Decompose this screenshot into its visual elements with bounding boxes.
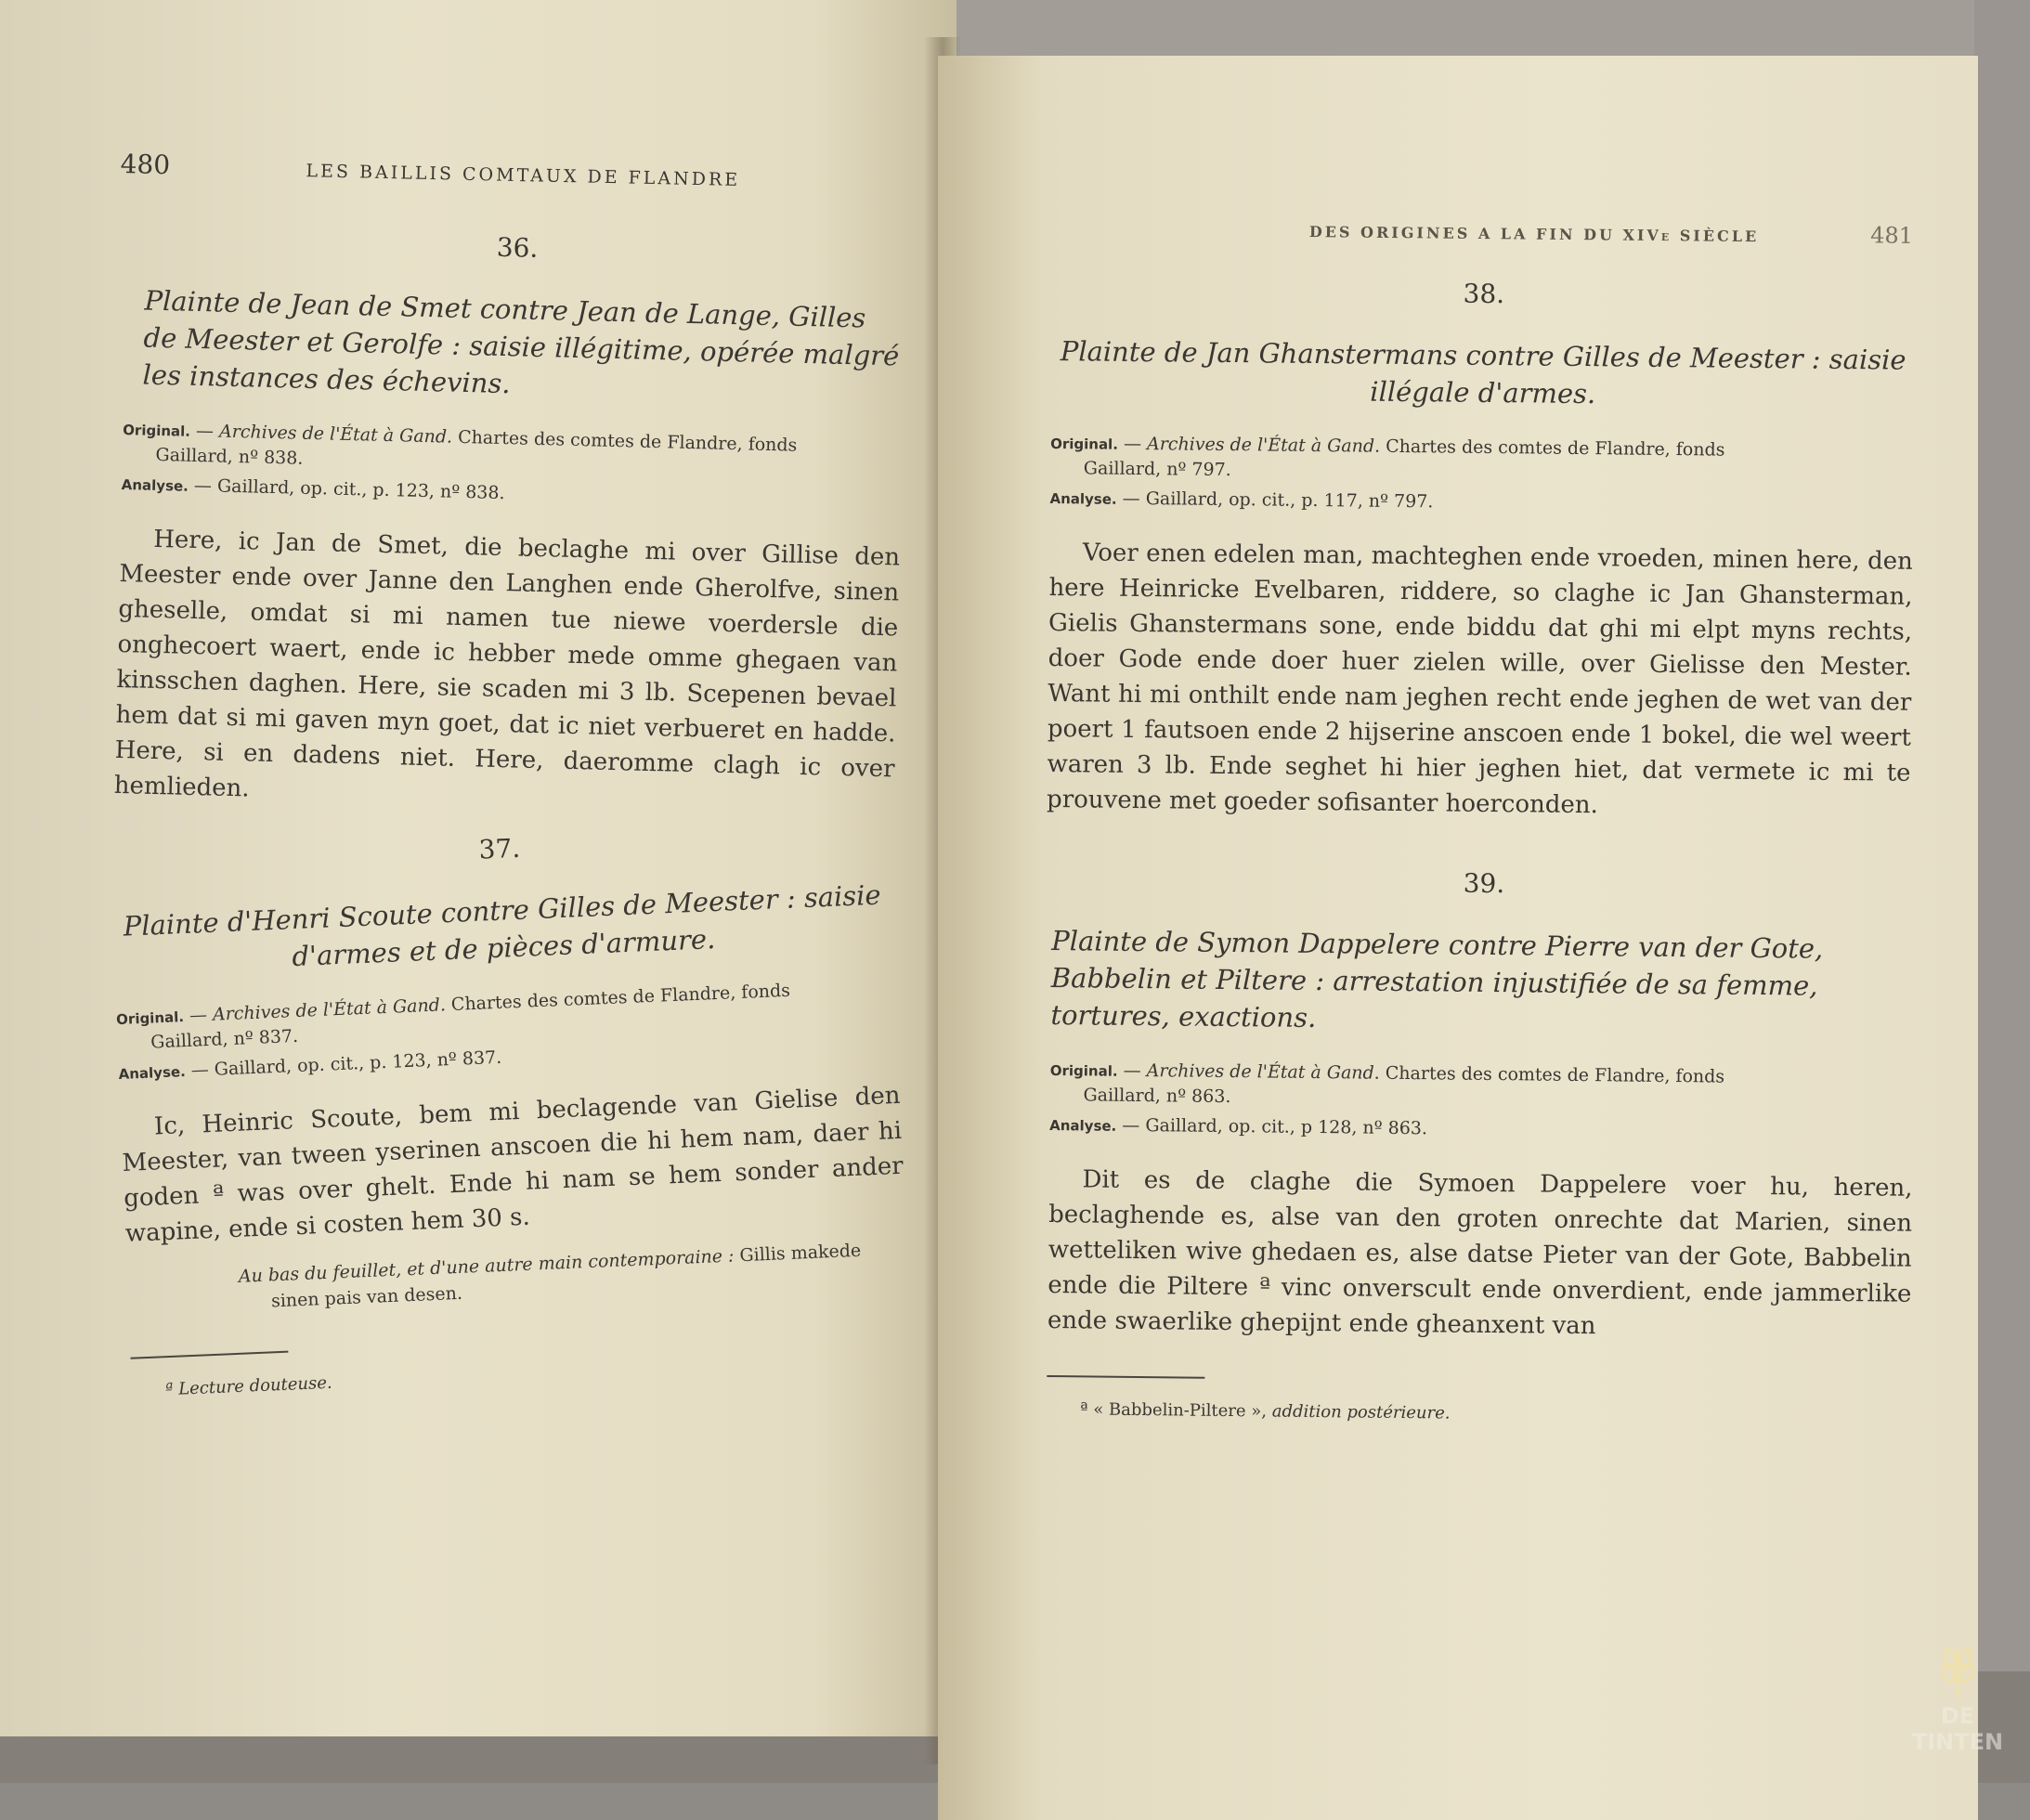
analyse-label: Analyse. [118,1063,187,1084]
archive-detail: Chartes des comtes de Flandre, fonds [1385,1062,1725,1087]
original-label: Original. [1050,436,1119,453]
doc-38-number: 38. [1463,278,1505,310]
note-italic: Au bas du feuillet, et d'une autre main contemporaine : [238,1245,735,1287]
doc-38-analyse [1049,486,1913,520]
footnote-rule [130,1351,288,1359]
right-page-number: 481 [1870,222,1914,249]
right-page [938,56,1978,1820]
background-right [1974,0,2030,1783]
footnote-italic: addition postérieure. [1271,1401,1451,1424]
archive-source: Archives de l'État à Gand. [212,994,447,1025]
archive-detail: Chartes des comtes de Flandre, fonds [1386,436,1725,461]
footnote-text: ª Lecture douteuse. [164,1372,333,1400]
original-label: Original. [122,422,191,440]
right-footnote [1047,1399,1910,1428]
analyse-text: — Gaillard, op. cit., p. 123, nº 838. [193,474,505,504]
analyse-text: — Gaillard, op. cit., p. 123, nº 837. [190,1046,502,1081]
doc-37-margin-note [238,1236,908,1316]
footnote-plain: ª « Babbelin-Piltere », [1079,1399,1268,1422]
note-plain: Gillis makede [739,1240,862,1267]
wheat-logo-icon [1930,1644,1985,1699]
footnote-rule [1047,1375,1204,1379]
doc-38-original: Original. — Archives de l'État à Gand. Chartes des comtes de Flandre, fonds Gaillard, nº 797. [1050,431,1915,489]
archive-detail-line2: Gaillard, nº 838. [155,444,304,469]
doc-38-title: Plainte de Jan Ghanstermans contre Gilles de Meester : saisie illégale d'armes. [1060,335,1906,410]
doc-36-number: 36. [496,231,539,264]
archive-detail-line2: Gaillard, nº 863. [1083,1085,1231,1108]
original-label: Original. [1049,1062,1118,1080]
left-running-head [120,149,901,202]
doc-38-body: Voer enen edelen man, machteghen ende vroeden, minen here, den here Heinricke Evelbaren, riddere, so claghe ic Jan Ghansterman, Gielis Ghanstermans sone, ende biddu dat ghi mi elpt myns rechts, doer Gode ende doer huer zielen wille, over Gielisse den Mester. Want hi mi onthilt ende nam jeghen recht ende jeghen de wet van der poert 1 fautsoen ende 2 hijserine anscoen ende 1 bokel, die wel weert waren 3 lb. Ende seghet hi hier jeghen hiet, dat vermete ic mi te prouvene met goeder sofisanter hoerconden. [1046,539,1914,820]
note-line2: sinen pais van desen. [270,1282,463,1312]
original-label: Original. [115,1008,185,1029]
analyse-label: Analyse. [1049,1117,1117,1135]
left-page-number: 480 [120,149,171,181]
right-header-title: DES ORIGINES A LA FIN DU XIVe SIÈCLE [1308,223,1760,246]
doc-36-title: Plainte de Jean de Smet contre Jean de Lange, Gilles de Meester et Gerolfe : saisie illégitime, opérée malgré les instances des échevins. [142,284,900,400]
archive-detail-line2: Gaillard, nº 797. [1083,458,1231,481]
analyse-text: — Gaillard, op. cit., p 128, nº 863. [1122,1114,1428,1139]
doc-39-original: Original. — Archives de l'État à Gand. Chartes des comtes de Flandre, fonds Gaillard, nº 863. [1049,1058,1914,1116]
watermark-text: DE TINTEN [1911,1703,2004,1755]
doc-37-number: 37. [477,832,521,865]
left-header-title: LES BAILLIS COMTAUX DE FLANDRE [306,161,741,190]
archive-source: Archives de l'État à Gand. [218,421,453,448]
analyse-text: — Gaillard, op. cit., p. 117, nº 797. [1122,488,1434,513]
doc-39-analyse [1049,1112,1913,1147]
document-36 [113,223,907,822]
right-running-head [1049,214,1913,260]
archive-source: Archives de l'État à Gand. [1146,434,1381,457]
doc-36-original: Original. — Archives de l'État à Gand. Chartes des comtes de Flandre, fonds Gaillard, nº 838. [122,417,903,486]
document-38 [1047,274,1916,826]
doc-36-body: Here, ic Jan de Smet, die beclaghe mi over Gillise den Meester ende over Janne den Langhen ende Gherolfve, sinen gheselle, omdat si mi namen tue niewe voerdersle die onghecoert waert, ende ic hebber mede omme ghegaen van kinsschen daghen. Here, sie scaden mi 3 lb. Scepenen bevael hem dat si mi gaven myn goet, dat ic niet verbueret en hadde. Here, si en dadens niet. Here, daeromme clagh ic over hemlieden. [113,525,901,803]
doc-37-title: Plainte d'Henri Scoute contre Gilles de Meester : saisie d'armes et de pièces d'armure. [123,878,882,973]
doc-39-number: 39. [1463,867,1505,900]
archive-source: Archives de l'État à Gand. [1146,1060,1380,1084]
left-footnote [132,1349,912,1401]
archive-detail: Chartes des comtes de Flandre, fonds [457,426,798,456]
doc-37-body: Ic, Heinric Scoute, bem mi beclagende van Gielise den Meester, van tween yserinen anscoen die hi hem nam, daer hi goden ª was over ghelt. Ende hi nam se hem sonder ander wapine, ende si costen hem 30 s. [122,1081,904,1248]
left-page [0,0,956,1736]
document-37 [110,817,912,1401]
watermark [1902,1644,2013,1755]
analyse-label: Analyse. [1049,490,1117,508]
doc-37-original: Original. — Archives de l'État à Gand. Chartes des comtes de Flandre, fonds Gaillard, nº 837. [116,974,897,1056]
analyse-label: Analyse. [121,476,189,495]
doc-39-body: Dit es de claghe die Symoen Dappelere voer hu, heren, beclaghende es, alse van den groten onrechte dat Marien, sinen wetteliken wive ghedaen es, alse datse Pieter van der Gote, Babbelin ende die Piltere ª vinc onverscult ende onverdient, ende jammerlike ende swaerlike ghepijnt ende gheanxent van [1047,1165,1913,1341]
document-39 [1047,864,1916,1428]
doc-39-title: Plainte de Symon Dappelere contre Pierre van der Gote, Babbelin et Piltere : arrestation injustifiée de sa femme, tortures, exactions. [1050,925,1824,1034]
archive-detail-line2: Gaillard, nº 837. [150,1025,299,1053]
archive-detail: Chartes des comtes de Flandre, fonds [450,980,791,1015]
